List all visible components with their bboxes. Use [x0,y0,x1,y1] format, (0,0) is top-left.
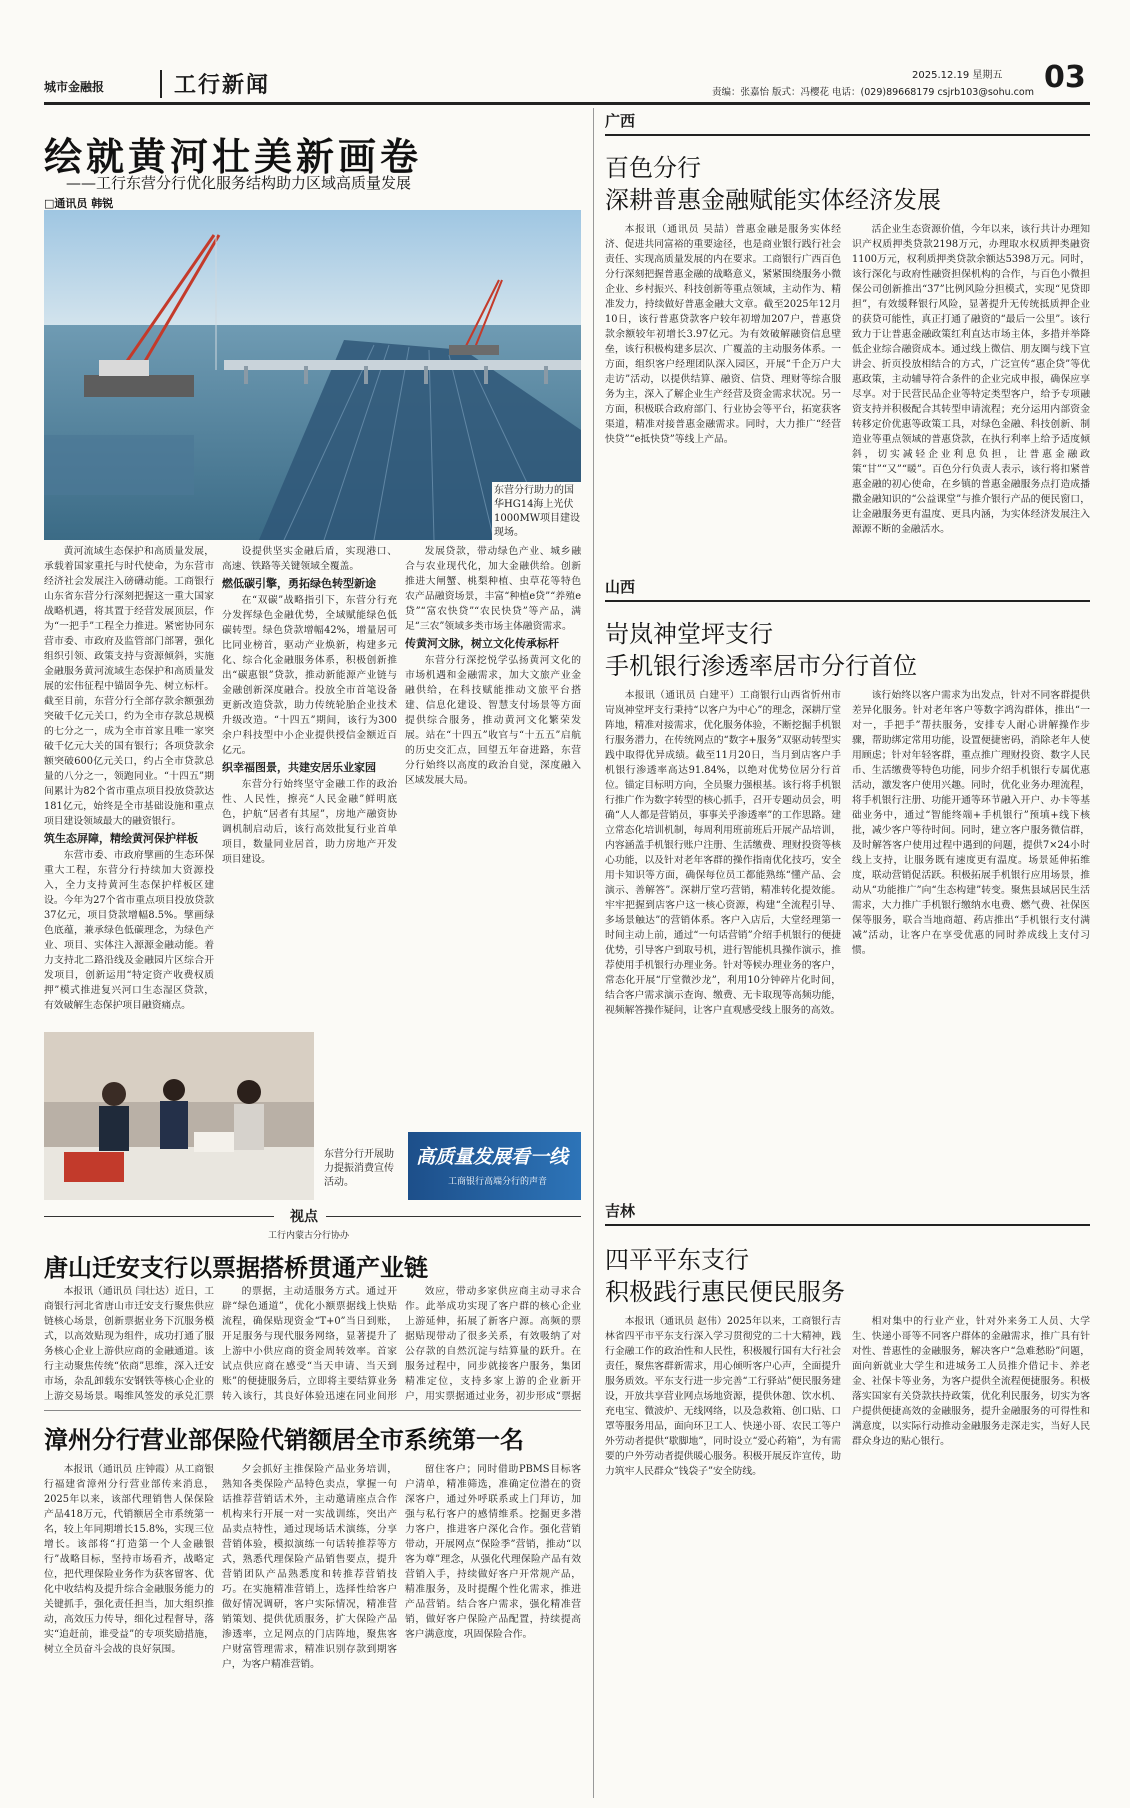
lead-photo-caption: 东营分行助力的国华HG14海上光伏1000MW项目建设现场。 [492,482,582,542]
zhangzhou-col-3 [405,1462,581,1792]
jilin-title-line2: 积极践行惠民便民服务 [605,1278,845,1306]
shanxi-rule [605,600,1090,602]
lead-title: 绘就黄河壮美新画卷 [44,134,423,179]
lead-col1b-text: 东营市委、市政府擘画的生态环保重大工程，东营分行持续加大资源投入，全力支持黄河生态保护样板区建设。今年为27个省市重点项目投放贷款37亿元，项目贷款增幅8.5%。擘画绿色底蕴，兼承绿色低碳理念，为绿色产业、项目、实体注入源源金融动能。着力支持北二路沿线及金融园片区综合开发项目，创新运用“特定资产收费权质押”模式推进复兴河口生态湿区贷款，有效破解生态保护项目融资痛点。 [44,850,214,1011]
service-activity-photo [44,1032,314,1200]
tangshan-col-3 [405,1284,581,1404]
lead-subhead-1: 筑生态屏障，精绘黄河保护样板 [44,832,198,845]
promo-banner [408,1132,581,1200]
lead-subtitle: ——工行东营分行优化服务结构助力区域高质量发展 [66,174,412,192]
tangshan-text-3: 效应，带动多家供应商主动寻求合作。此举成功实现了客户群的核心企业上游延伸，拓展了新客户源。高频的票据贴现带动了很多关系，有效吸纳了对公存款的自然沉淀与结算量的跃升。在服务过程中，同步就接客户服务，集团精准定位，支持多家上游的企业新开户，用实票据通过业务，初步形成“票据 [405,1286,581,1402]
lead-column-2 [222,544,397,1024]
guangxi-col-1 [605,222,841,562]
masthead-rule [44,102,1090,105]
masthead-divider [160,70,162,98]
lead-column-3 [405,544,581,1024]
guangxi-region-tag: 广西 [605,112,636,130]
tangshan-col-1 [44,1284,214,1404]
issue-date: 2025.12.19 星期五 [912,70,1003,81]
zhangzhou-text-1: 本报讯（通讯员 庄钟霞）从工商银行福建省漳州分行营业部传来消息，2025年以来，该部代理销售人保保险产品418万元，代销额居全市系统第一名，较上年同期增长15.8%，实现三位增长。该部将“打造第一个人金融银行”战略目标，坚持市场看齐，战略定位，把代理保险业务作为获客留客、优化中收结构及提升综合金融服务能力的关键抓手，强化责任担当，加大组织推动，高效压力传导，细化过程督导，落实“追赶前，谁受益”的专项奖励措施，树立全员奋斗会战的良好氛围。 [44,1464,214,1655]
lead-col2a-text: 设提供坚实金融后盾，实现港口、高速、铁路等关键领域全覆盖。 [222,546,397,572]
shanxi-text-2: 该行始终以客户需求为出发点，针对不同客群提供差异化服务。针对老年客户等数字鸿沟群体，推出“一对一，手把手”帮扶服务，安排专人耐心讲解操作步骤，帮助绑定常用功能，设置便捷密码，消除老年人使用顾虑；针对年轻客群，重点推广理财投资、数字人民币、生活缴费等特色功能，同步介绍手机银行专属优惠活动，激发客户使用兴趣。同时，优化业务办理流程，将手机银行注册、功能开通等环节融入开户、办卡等基础业务中，通过“智能终端+手机银行”预填+线下核批，减少客户等待时间。同时，建立客户服务微信群，及时解答客户使用过程中遇到的问题，提供7×24小时线上支持，让服务既有速度更有温度。场景延伸拓维度，联动营销促活跃。积极拓展手机银行应用场景，推动从“功能推广”向“生态构建”转变。聚焦县域居民生活需求，大力推广手机银行缴纳水电费、燃气费、社保医保等服务，联合当地商超、药店推出“手机银行支付满减”活动，让客户在享受优惠的同时养成线上支付习惯。 [852,690,1090,956]
viewpoint-rule [44,1216,274,1217]
lead-col1-text: 黄河流域生态保护和高质量发展，承载着国家重托与时代使命，为东营市经济社会发展注入磅礴动能。工商银行山东省东营分行深刻把握这一重大国家战略机遇，将其置于经营发展顶层，作为“一把手”工程全力推进。紧密协同东营市委、市政府及监管部门部署，强化组织引领、政策支持与资源倾斜，实施金融服务黄河流域生态保护和高质量发展的宏伟征程中锚固争先、树立标杆。截至目前，东营分行全部存款余额强劲突破千亿元关口，约为全市存款总规模的七分之一，成为全市首家且唯一家突破千亿元大关的国有银行；各项贷款余额突破600亿元关口，约占全市贷款总量的八分之一，领跑同业。“十四五”期间累计为82个省市重点项目投放贷款达181亿元，始终是全市基础设施和重点项目建设领域最大的融资银行。 [44,546,214,827]
shanxi-title-line1: 岢岚神堂坪支行 [605,620,773,648]
guangxi-rule [605,134,1090,136]
jilin-text-1: 本报讯（通讯员 赵伟）2025年以来，工商银行吉林省四平市平东支行深入学习贯彻党的二十大精神，践行金融工作的政治性和人民性，积极履行国有大行社会责任，聚焦客群新需求，用心倾听客户心声，全面提升服务质效。平东支行进一步完善“工行驿站”便民服务建设，开放共享营业网点场地资源，提供休憩、饮水机、充电宝、微波炉、无线网络，以及急救箱、创口贴、口罩等服务用品，面向环卫工人、快递小哥、农民工等户外劳动者提供“歇脚地”，同时设立“爱心药箱”，为有需要的户外劳动者提供暖心服务。积极开展反诈宣传，助力筑牢人民群众“钱袋子”安全防线。 [605,1316,841,1477]
guangxi-text-1: 本报讯（通讯员 吴喆）普惠金融是服务实体经济、促进共同富裕的重要途径，也是商业银行践行社会责任、实现高质量发展的内在要求。工商银行广西百色分行深刻把握普惠金融的战略意义，紧紧围绕服务小微企业、乡村振兴、科技创新等重点领域，主动作为、精准发力，持续做好普惠金融大文章。截至2025年12月10日，该行普惠贷款客户较年初增加207户，普惠贷款余额较年初增长3.97亿元。为有效破解融资信息壁垒，该行积极构建多层次、广覆盖的主动服务体系。一方面，组织客户经理团队深入园区，开展“千企万户大走访”活动，以提供结算、融资、信贷、理财等综合服务为主，深入了解企业生产经营及资金需求状况。另一方面，积极联合政府部门、行业协会等平台，拓宽获客渠道，精准对接普惠金融需求。同时，大力推广“经营快贷”“e抵快贷”等线上产品。 [605,224,841,445]
lead-col3b-text: 东营分行深挖悦学弘扬黄河文化的市场机遇和金融需求，加大文旅产业金融供给，在科技赋能推动文旅平台搭建、信息化建设、智慧支付场景等方面提供综合服务，推动黄河文化繁荣发展。站在“十四五”收官与“十五五”启航的历史交汇点，回望五年奋进路，东营分行始终以高度的政治自觉，深度融入区域发展大局。 [405,655,581,786]
zhangzhou-col-2 [222,1462,397,1792]
zhangzhou-text-3: 留住客户；同时借助PBMS目标客户清单，精准筛选，准确定位潜在的资深客户，通过外呼联系或上门拜访，加强与私行客户的感情维系。挖掘更多潜力客户，推进客户深化合作。强化营销带动，开展网点“保险季”营销，推动“以客为尊”理念，从强化代理保险产品有效营销入手，持续做好客户开常规产品，精准服务，及时提醒个性化需求，推进产品营销。结合客户需求，强化精准营销，做好客户保险产品配置，持续提高客户满意度，巩固保险合作。 [405,1464,581,1640]
masthead [44,62,1090,100]
column-divider [593,108,594,1798]
lead-col2c-text: 东营分行始终坚守金融工作的政治性、人民性，擦亮“人民金融”鲜明底色，护航“居者有其屋”，房地产融资协调机制启动后，该行高效批复行业首单项目，数量同业居首，助力房地产开发项目建设。 [222,779,397,865]
jilin-text-2: 相对集中的行业产业，针对外来务工人员、大学生、快递小哥等不同客户群体的金融需求，推广具有针对性、普惠性的金融服务，解决客户“急难愁盼”问题，面向新就业大学生和进城务工人员推介借记卡、养老金、社保卡等业务，为客户提供全流程便捷服务。积极落实国家有关贷款扶持政策，优化利民服务，切实为客户提供便捷高效的金融服务，提升金融服务的可得性和满意度，以实际行动推动金融服务走深走实，当好人民群众身边的贴心银行。 [852,1316,1090,1447]
lead-subhead-4: 传黄河文脉，树立文化传承标杆 [405,637,559,650]
shanxi-col-2 [852,688,1090,1188]
lead-subhead-3: 织幸福图景，共建安居乐业家园 [222,761,376,774]
paper-name: 城市金融报 [44,80,105,94]
jilin-col-1 [605,1314,841,1792]
guangxi-title-line1: 百色分行 [605,154,701,182]
shanxi-title-line2: 手机银行渗透率居市分行首位 [605,652,917,680]
lead-photo-2-caption: 东营分行开展助力提振消费宣传活动。 [324,1149,394,1188]
viewpoint-sponsor: 工行内蒙古分行协办 [268,1231,350,1241]
guangxi-title-line2: 深耕普惠金融赋能实体经济发展 [605,186,941,214]
promo-banner-title: 高质量发展看一线 [416,1146,569,1168]
tangshan-title: 唐山迁安支行以票据搭桥贯通产业链 [44,1253,428,1282]
shanxi-region-tag: 山西 [605,578,636,596]
shanxi-col-1 [605,688,841,1188]
editor-credit: 责编：张嘉怡 版式：冯樱花 电话：(029)89668179 csjrb103@sohu.com [712,87,1034,98]
zhangzhou-col-1 [44,1462,214,1792]
jilin-title-line1: 四平平东支行 [605,1246,749,1274]
page-number: 03 [1044,60,1086,95]
section-rule [44,1410,581,1411]
tangshan-text-2: 的票据，主动适服务方式。通过开辟“绿色通道”，优化小额票据线上快贴流程，确保贴现资金“T+0”当日到账，开足服务与现代服务网络，显著提升了上游中小供应商的资金周转效率。首家试点供应商在感受“当天申请、当天到账”的便捷服务后，立即将主要结算业务转入该行，其良好体验迅速在同业间形 [222,1286,397,1402]
viewpoint-rule-right [326,1216,581,1217]
lead-col2b-text: 在“双碳”战略指引下，东营分行充分发挥绿色金融优势，全域赋能绿色低碳转型。绿色贷款增幅42%，增量居可比同业榜首，驱动产业焕新，构建多元化、综合化金融服务体系，积极创新推出“碳惠银”贷款，推动新能源产业链与金融创新深度融合。投放全市首笔设备更新改造贷款，助力传统轮胎企业技术升级改造。“十四五”期间，该行为300余户科技型中小企业提供授信金额近百亿元。 [222,595,397,756]
zhangzhou-title: 漳州分行营业部保险代销额居全市系统第一名 [44,1425,524,1454]
lead-byline: □通讯员 韩锐 [44,197,114,210]
jilin-region-tag: 吉林 [605,1202,636,1220]
viewpoint-label: 视点 [290,1209,318,1225]
jilin-col-2 [852,1314,1090,1792]
lead-col3a-text: 发展贷款，带动绿色产业、城乡融合与农业现代化，加大金融供给。创新推进大闸蟹、桃梨种植、虫草花等特色农产品融资场景，丰富“种植e贷”“养殖e贷”“富农快贷”“农民快贷”等产品，满足“三农”领域多类市场主体融资需求。 [405,546,581,632]
zhangzhou-text-2: 夕会抓好主推保险产品业务培训，熟知各类保险产品特色卖点，掌握一句话推荐营销话术外，主动邀请座点合作机构来行开展一对一实战训练，突出产品卖点特性，通过现场话术演练，分享营销体验，模拟演练一句话转推荐等方式，熟悉代理保险产品销售要点，提升营销团队产品熟悉度和转推荐营销技巧。在实施精准营销上，选择性给客户做好情况调研，客户实际情况，精准营销策划、提供优质服务，扩大保险产品渗透率，立足网点的门店阵地，聚焦客户财富管理需求，精准识别存款到期客户，为客户精准营销。 [222,1464,397,1670]
guangxi-text-2: 活企业生态资源价值，今年以来，该行共计办理知识产权质押类贷款2198万元，办理取水权质押类融资1100万元，权利质押类贷款余额达5398万元。同时，该行深化与政府性融资担保机构的合作，与百色小微担保公司创新推出“37”比例风险分担模式，实现“见贷即担”，有效缓释银行风险，显著提升无传统抵质押企业的获贷可能性，真正打通了融资的“最后一公里”。该行致力于让普惠金融政策红利直达市场主体，多措并举降低企业综合融资成本。通过线上微信、朋友圈与线下宣讲会、折页投放相结合的方式，广泛宣传“惠企贷”等优惠政策，主动辅导符合条件的企业完成申报，确保应享尽享。对于民营民品企业等特定类型客户，给予专项融资支持并积极配合其转型申请流程；充分运用内部资金转移定价优惠等政策工具，对绿色金融、科技创新、制造业等重点领域的普惠贷款，在执行利率上给予适度倾斜，切实减轻企业利息负担，让普惠金融政策“甘”“又”“暖”。百色分行负责人表示，该行将扣紧普惠金融的初心使命，在乡镇的普惠金融服务点打造成播撒金融知识的“公益课堂”与推介银行产品的便民窗口，让金融服务更有温度、更具内涵，为实体经济发展注入源源不断的金融活水。 [852,224,1090,535]
shanxi-text-1: 本报讯（通讯员 白建平）工商银行山西省忻州市岢岚神堂坪支行秉持“以客户为中心”的理念，深耕厅堂阵地，精准对接需求，优化服务体验，不断挖掘手机银行服务潜力，在传统网点的“数字+服务”双驱动转型实践中取得优异成绩。截至11月20日，当月到店客户手机银行渗透率高达91.84%，以绝对优势位居分行首位。锚定目标明方向，全员聚力强根基。该行将手机银行推广作为数字转型的核心抓手，召开专题动员会，明确“人人都是营销员，事事关乎渗透率”的工作思路。建立常态化培训机制，每周利用班前班后开展产品培训，内容涵盖手机银行账户注册、生活缴费、理财投资等核心功能，以及针对老年客群的操作指南优化技巧，安全用卡知识等方面，确保每位员工都能熟练“懂产品、会演示、善解答”。深耕厅堂巧营销，精准转化提效能。牢牢把握到店客户这一核心资源，构建“全流程引导、多场景触达”的营销体系。客户入店后，大堂经理第一时间主动上前，通过“一句话营销”介绍手机银行的便捷优势，引导客户到取号机，进行智能机具操作演示，推荐使用手机银行办理业务。针对等候办理业务的客户，常态化开展“厅堂微沙龙”，利用10分钟碎片化时间，结合客户需求演示查询、缴费、无卡取现等高频功能，视频解答操作疑问，让客户直观感受线上服务的高效。 [605,690,841,1016]
section-title: 工行新闻 [174,73,271,98]
tangshan-text-1: 本报讯（通讯员 闫壮达）近日，工商银行河北省唐山市迁安支行聚焦供应链核心场景，创新票据业务下沉服务模式，以高效贴现为组件，成功打通了服务核心企业上游供应商的金融通道。该行主动聚焦传统“依商”思维，深入迁安市场，杂乱卸载东安钢铁等核心企业的上游交易场景。喝维风签发的承兑汇票 [44,1286,214,1402]
guangxi-col-2 [852,222,1090,562]
jilin-rule [605,1224,1090,1226]
lead-column-1 [44,544,214,1024]
promo-banner-subtitle: 工商银行高端分行的声音 [448,1177,548,1187]
lead-photo-2 [44,1032,314,1200]
tangshan-col-2 [222,1284,397,1404]
lead-subhead-2: 燃低碳引擎，勇拓绿色转型新途 [222,577,376,590]
